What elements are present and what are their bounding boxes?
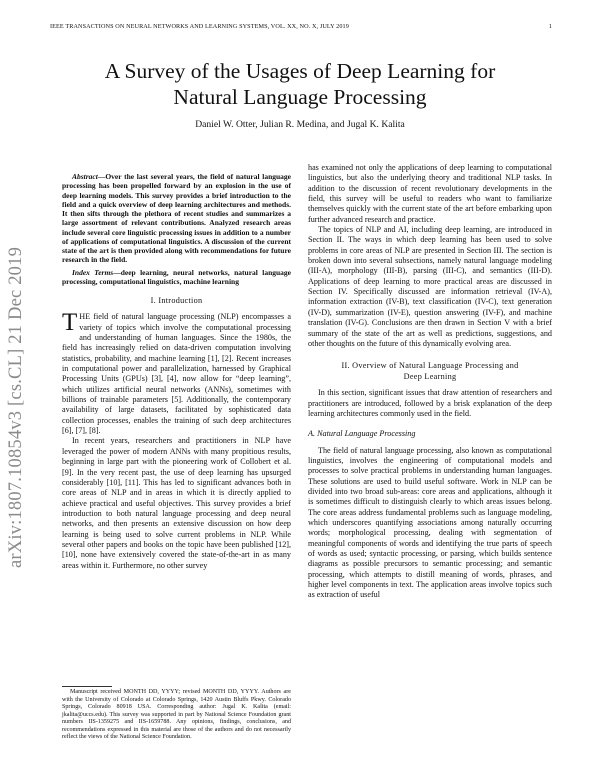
overview-paragraph-1: In this section, significant issues that draw attention of researchers and practitioners are introduced, followed by a brisk explanation of the deep learning architectures commonly used in the field. <box>308 388 552 418</box>
paper-title <box>40 58 560 110</box>
intro-paragraph-1-text: HE field of natural language processing (NLP) encompasses a variety of topics which involve the computational processing and understanding of human languages. Since the 1980s, the field has increasingly relied on data-driven computation involving statistics, probability, and machine learning [1], [2]. Recent increases in computational power and parallelization, harnessed by Graphical Processing Units (GPUs) [3], [4], now allow for “deep learning”, which utilizes artificial neural networks (ANNs), sometimes with billions of trainable parameters [5]. Additionally, the contemporary availability of large datasets, facilitated by sophisticated data collection processes, enables the training of such deep architectures [6], [7], [8]. <box>62 312 291 436</box>
intro-paragraph-1 <box>62 309 291 436</box>
page-number: 1 <box>548 23 552 30</box>
right-column <box>308 163 552 601</box>
intro-paragraph-2: In recent years, researchers and practitioners in NLP have leveraged the power of modern ANNs with many propitious results, beginning in large part with the pioneering work of Collobert et al. [9]. In the very recent past, the use of deep learning has upsurged considerably [10], [11]. This has led to significant advances both in core areas of NLP and in areas in which it is directly applied to achieve practical and useful objectives. This survey provides a brief introduction to both natural language processing and deep neural networks, and then presents an extensive discussion on how deep learning is being used to solve current problems in NLP. While several other papers and books on the topic have been published [12], [10], none have extensively covered the state-of-the-art in as many areas within it. Furthermore, no other survey <box>62 436 291 570</box>
section-heading-overview <box>308 361 552 382</box>
title-line-2: Natural Language Processing <box>173 85 427 109</box>
abstract-text: —Over the last several years, the field of natural language processing has been propelled forward by an explosion in the use of deep learning models. This survey provides a brief introduction to the field and a quick overview of deep learning architectures and methods. It then sifts through the plethora of recent studies and summarizes a large assortment of relevant contributions. Analyzed research areas include several core linguistic processing issues in addition to a number of applications of computational linguistics. A discussion of the current state of the art is then provided along with recommendations for future research in the field. <box>62 172 291 265</box>
left-column <box>62 172 291 571</box>
intro-paragraph-2-continued: has examined not only the applications of deep learning to computational linguistics, but also the underlying theory and traditional NLP tasks. In addition to the discussion of recent revolutionary developments in the field, this survey will be useful to readers who want to familiarize themselves quickly with the current state of the art before embarking upon further advanced research and practice. <box>308 163 552 224</box>
title-line-1: A Survey of the Usages of Deep Learning for <box>104 59 496 83</box>
index-terms <box>62 268 291 287</box>
index-terms-text: —deep learning, neural networks, natural language processing, computational linguistics, machine learning <box>62 267 291 286</box>
subsection-heading-nlp: A. Natural Language Processing <box>308 429 416 439</box>
nlp-paragraph-1: The field of natural language processing, also known as computational linguistics, involves the engineering of computational models and processes to solve practical problems in understanding human languages. These solutions are used to build useful software. Work in NLP can be divided into two broad sub-areas: core areas and applications, although it is sometimes difficult to distinguish clearly to which areas issues belong. The core areas address fundamental problems such as language modeling, which underscores quantifying associations among naturally occurring words; morphological processing, dealing with segmentation of meaningful components of words and identifying the true parts of speech of words as used; syntactic processing, or parsing, which builds sentence diagrams as possible precursors to semantic processing; and semantic processing, which attempts to distill meaning of words, phrases, and higher level components in text. The application areas involve topics such as extraction of useful <box>308 445 552 600</box>
footnote <box>62 689 291 742</box>
author-list: Daniel W. Otter, Julian R. Medina, and Jugal K. Kalita <box>195 119 405 130</box>
drop-cap: T <box>62 309 78 337</box>
arxiv-watermark <box>6 168 46 568</box>
abstract-label: Abstract <box>72 172 98 181</box>
footnote-divider <box>62 686 112 687</box>
section-heading-overview-line-1: II. Overview of Natural Language Processing and <box>341 361 519 371</box>
section-heading-introduction: I. Introduction <box>150 296 203 305</box>
abstract <box>62 172 291 265</box>
running-header: IEEE TRANSACTIONS ON NEURAL NETWORKS AND LEARNING SYSTEMS, VOL. XX, NO. X, JULY 2019 <box>50 23 349 30</box>
index-terms-label: Index Terms <box>72 267 114 277</box>
footnote-text: Manuscript received MONTH DD, YYYY; revised MONTH DD, YYYY. Authors are with the University of Colorado at Colorado Springs, 1420 Austin Bluffs Pkwy. Colorado Springs, Colorado 80918 USA. Corresponding author: Jugal K. Kalita (email: jkalita@uccs.edu). This survey was supported in part by National Science Foundation grant numbers IIS-1359275 and IIS-1659788. Any opinions, findings, conclusions, and recommendations expressed in this material are those of the authors and do not necessarily reflect the views of the National Science Foundation. <box>62 689 291 741</box>
section-heading-overview-line-2: Deep Learning <box>403 371 457 381</box>
arxiv-identifier: arXiv:1807.10854v3 [cs.CL] 21 Dec 2019 <box>6 246 26 568</box>
intro-paragraph-3: The topics of NLP and AI, including deep learning, are introduced in Section II. The ways in which deep learning has been used to solve problems in core areas of NLP are presented in Section III. The section is broken down into several subsections, namely natural language modeling (III-A), morphology (III-B), parsing (III-C), and semantics (III-D). Applications of deep learning to more practical areas are discussed in Section IV. Specifically discussed are information retrieval (IV-A), information extraction (IV-B), text classification (IV-C), text generation (IV-D), summarization (IV-E), question answering (IV-F), and machine translation (IV-G). Conclusions are then drawn in Section V with a brief summary of the state of the art as well as predictions, suggestions, and other thoughts on the future of this dynamically evolving area. <box>308 225 552 348</box>
